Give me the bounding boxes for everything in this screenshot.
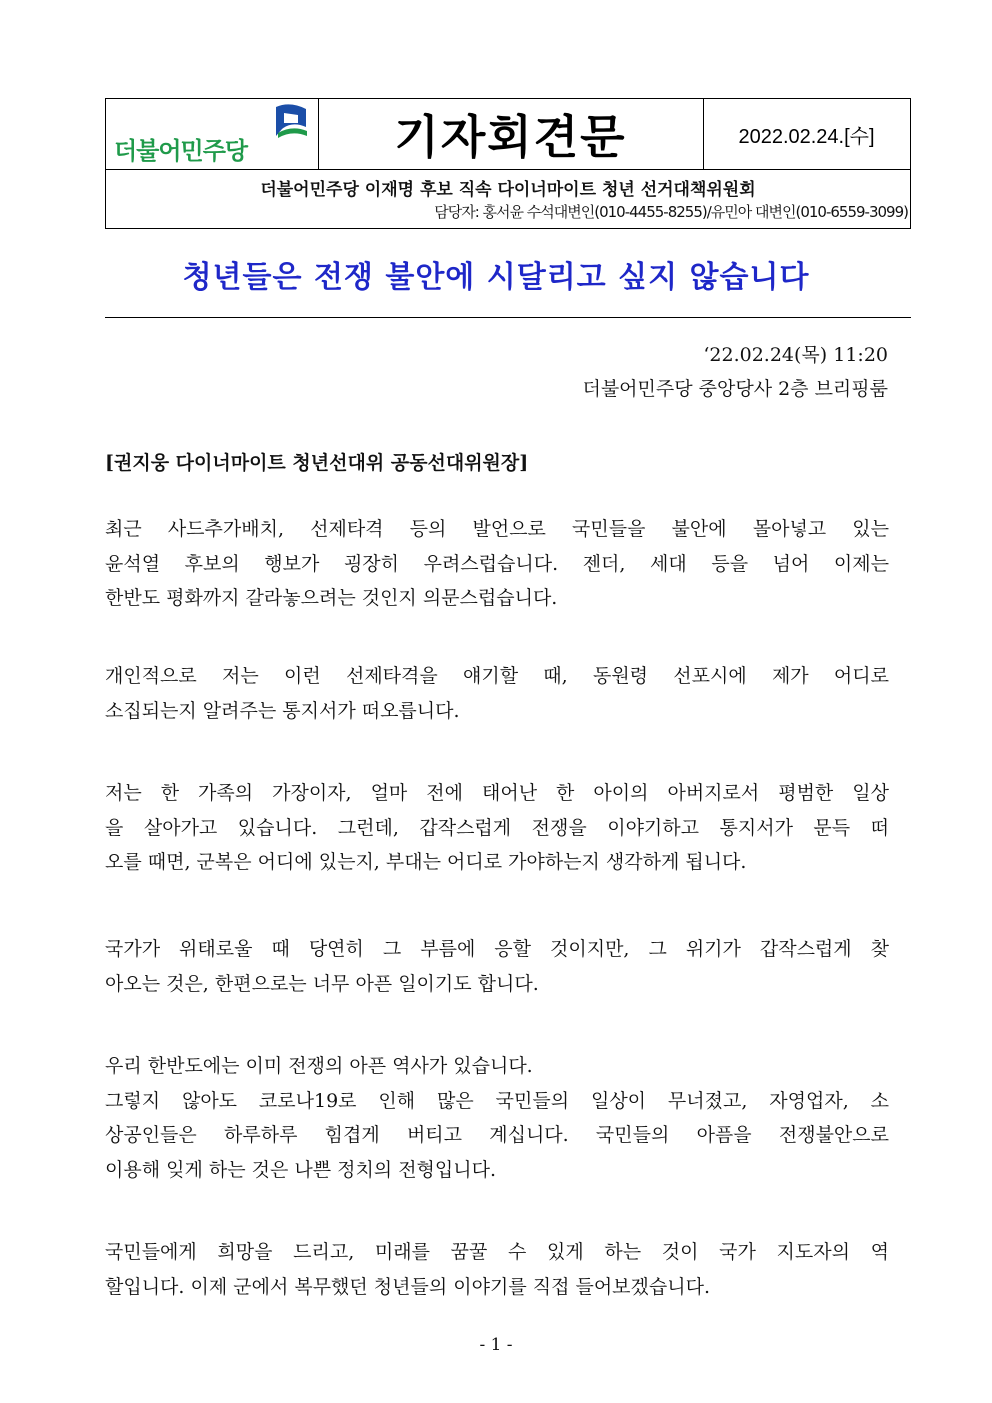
paragraph-line: 소집되는지 알려주는 통지서가 떠오릅니다. [105, 699, 460, 722]
organization-name: 더불어민주당 이재명 후보 직속 다이너마이트 청년 선거대책위원회 [260, 180, 756, 200]
document-title-cell [318, 99, 704, 169]
paragraph [105, 1049, 889, 1187]
paragraph [105, 1235, 889, 1304]
paragraph-line: 최근 사드추가배치, 선제타격 등의 발언으로 국민들을 불안에 몰아넣고 있는 [105, 518, 889, 540]
paragraph-line: 우리 한반도에는 이미 전쟁의 아픈 역사가 있습니다. [105, 1055, 533, 1077]
contact-info: 담당자: 홍서윤 수석대변인(010-4455-8255)/유민아 대변인(010-6559-3099) [434, 203, 908, 221]
paragraph-line: 할입니다. 이제 군에서 복무했던 청년들의 이야기를 직접 들어보겠습니다. [105, 1275, 710, 1298]
page-number: - 1 - [479, 1335, 513, 1355]
event-location: 더불어민주당 중앙당사 2층 브리핑룸 [582, 378, 888, 400]
paragraph [105, 776, 889, 880]
paragraph-line: 상공인들은 하루하루 힘겹게 버티고 계십니다. 국민들의 아픔을 전쟁불안으로 [105, 1124, 889, 1146]
document-title: 기자회견문 [394, 110, 627, 164]
paragraph-line: 이용해 잊게 하는 것은 나쁜 정치의 전형입니다. [105, 1158, 497, 1181]
paragraph-line: 저는 한 가족의 가장이자, 얼마 전에 태어난 한 아이의 아버지로서 평범한 일상 [105, 782, 889, 804]
speaker-title: [권지웅 다이너마이트 청년선대위 공동선대위원장] [105, 452, 529, 474]
paragraph-line: 윤석열 후보의 행보가 굉장히 우려스럽습니다. 젠더, 세대 등을 넘어 이제는 [105, 552, 889, 575]
paragraph-line: 한반도 평화까지 갈라놓으려는 것인지 의문스럽습니다. [105, 587, 558, 609]
paragraph [105, 512, 889, 616]
paragraph-line: 개인적으로 저는 이런 선제타격을 얘기할 때, 동원령 선포시에 제가 어디로 [105, 665, 889, 687]
header-box [105, 98, 911, 229]
headline-divider [105, 317, 911, 318]
header-top-row [106, 99, 910, 170]
headline: 청년들은 전쟁 불안에 시달리고 싶지 않습니다 [182, 260, 810, 295]
release-date-cell [703, 99, 910, 169]
party-logo [106, 99, 319, 169]
paragraph-line: 국민들에게 희망을 드리고, 미래를 꿈꿀 수 있게 하는 것이 국가 지도자의 역 [105, 1241, 889, 1263]
paragraph-line: 그렇지 않아도 코로나19로 인해 많은 국민들의 일상이 무너졌고, 자영업자, 소 [105, 1089, 889, 1112]
paragraph-line: 을 살아가고 있습니다. 그런데, 갑작스럽게 전쟁을 이야기하고 통지서가 문득 떠 [105, 816, 889, 839]
header-bottom-row [106, 169, 910, 228]
event-datetime: ‘22.02.24(목) 11:20 [703, 344, 888, 366]
paragraph [105, 659, 889, 728]
party-logo-text: 더불어민주당 [114, 137, 248, 165]
paragraph-line: 오를 때면, 군복은 어디에 있는지, 부대는 어디로 가야하는지 생각하게 됩니다. [105, 851, 747, 873]
party-flag-icon [274, 103, 310, 139]
paragraph-line: 국가가 위태로울 때 당연히 그 부름에 응할 것이지만, 그 위기가 갑작스럽게 찾 [105, 938, 889, 960]
paragraph [105, 932, 889, 1001]
release-date: 2022.02.24.[수] [738, 125, 875, 148]
paragraph-line: 아오는 것은, 한편으로는 너무 아픈 일이기도 합니다. [105, 972, 539, 995]
